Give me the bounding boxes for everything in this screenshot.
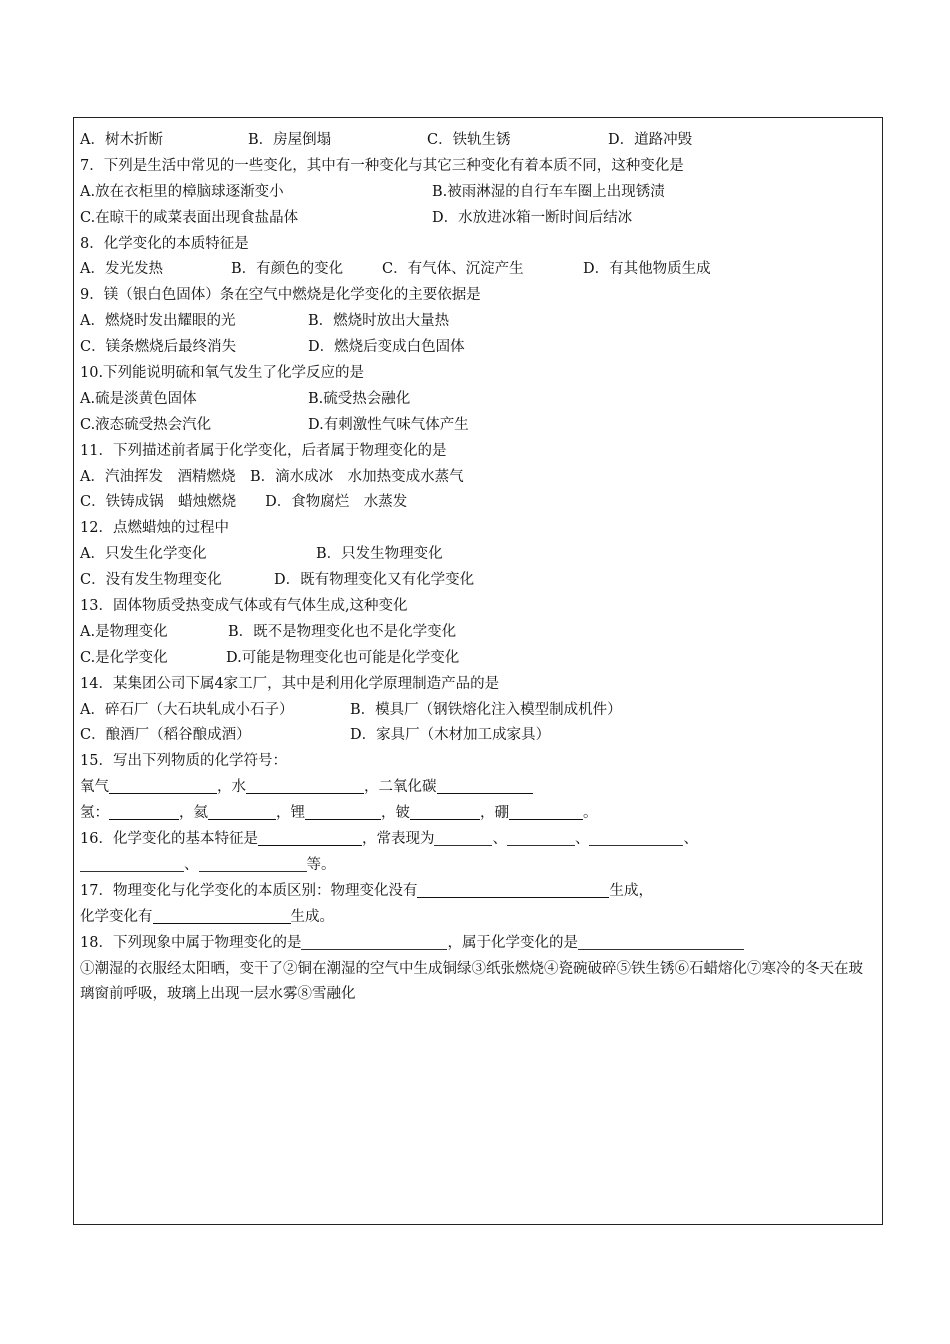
q7-row-2 (80, 206, 876, 232)
q16-row-2 (80, 853, 876, 879)
q17-row-1 (80, 879, 876, 905)
q16-separator: 、 (683, 831, 698, 848)
q16-phenomenon-blank-4[interactable] (80, 855, 184, 872)
q13-row-1 (80, 620, 876, 646)
q15-water-blank[interactable] (246, 777, 364, 794)
q15-co2-label: ，二氧化碳 (364, 779, 437, 796)
q15-hydrogen-blank[interactable] (109, 803, 179, 820)
q13-row-2 (80, 646, 876, 672)
q9-row-2 (80, 335, 876, 361)
q17-end-2: 生成。 (290, 908, 334, 925)
q10-stem: 10.下列能说明硫和氧气发生了化学反应的是 (80, 365, 365, 382)
q7-option-c: C.在晾干的咸菜表面出现食盐晶体 (80, 209, 299, 226)
q9-row-1 (80, 309, 876, 335)
q17-stem: 17．物理变化与化学变化的本质区别：物理变化没有 (80, 882, 418, 899)
q15-boron-label: ，硼 (480, 805, 509, 822)
q8-option-d: D．有其他物质生成 (583, 261, 711, 278)
q6-option-b: B．房屋倒塌 (248, 132, 332, 148)
q18-chemical-blank[interactable] (578, 933, 744, 950)
q10-row-2 (80, 413, 876, 439)
q17-end-1: 生成， (609, 882, 653, 899)
q15-co2-blank[interactable] (437, 777, 533, 794)
q15-row-2 (80, 801, 876, 827)
q12-option-d: D．既有物理变化又有化学变化 (274, 572, 475, 589)
q6-option-d: D．道路冲毁 (608, 132, 693, 148)
q17-physical-blank[interactable] (417, 881, 609, 898)
q15-helium-blank[interactable] (208, 803, 276, 820)
q12-option-b: B．只发生物理变化 (316, 546, 443, 563)
q13-option-a: A.是物理变化 (80, 623, 168, 640)
q18-physical-blank[interactable] (301, 933, 447, 950)
q11-options-cd: C．铁铸成锅 蜡烛燃烧 D．食物腐烂 水蒸发 (80, 494, 408, 511)
q9-stem: 9．镁（银白色固体）条在空气中燃烧是化学变化的主要依据是 (80, 287, 481, 304)
q9-option-c: C．镁条燃烧后最终消失 (80, 339, 237, 356)
q8-option-c: C．有气体、沉淀产生 (382, 261, 524, 278)
q16-phenomenon-blank-3[interactable] (589, 829, 683, 846)
q16-mid: ，常表现为 (361, 831, 435, 848)
q9-option-b: B．燃烧时放出大量热 (308, 313, 450, 330)
q12-row-1 (80, 542, 876, 568)
q10-option-a: A.硫是淡黄色固体 (80, 390, 197, 407)
q13-option-b: B．既不是物理变化也不是化学变化 (228, 623, 457, 640)
q7-row-1 (80, 180, 876, 206)
q13-option-c: C.是化学变化 (80, 649, 168, 666)
q18-items: ①潮湿的衣服经太阳晒，变干了②铜在潮湿的空气中生成铜绿③纸张燃烧④瓷碗破碎⑤铁生锈⑥石蜡熔化⑦寒冷的冬天在玻璃窗前呼吸，玻璃上出现一层水雾⑧雪融化 (80, 960, 863, 1003)
q15-lithium-label: ，锂 (276, 805, 305, 822)
q16-feature-blank[interactable] (258, 829, 362, 846)
q12-row-2 (80, 568, 876, 594)
q18-mid: ，属于化学变化的是 (447, 934, 578, 951)
q16-stem: 16．化学变化的基本特征是 (80, 831, 258, 848)
q14-option-a: A．碎石厂（大石块轧成小石子） (80, 701, 294, 718)
q8-options (80, 257, 876, 283)
q12-option-a: A．只发生化学变化 (80, 546, 207, 563)
q10-option-c: C.液态硫受热会汽化 (80, 416, 212, 433)
q14-option-b: B．模具厂（钢铁熔化注入模型制成机件） (350, 701, 622, 718)
q17-line-2: 化学变化有 (80, 908, 153, 925)
q7-option-d: D．水放进冰箱一断时间后结冰 (432, 209, 633, 226)
q18-stem: 18．下列现象中属于物理变化的是 (80, 934, 302, 951)
q14-stem: 14．某集团公司下属4家工厂，其中是利用化学原理制造产品的是 (80, 675, 500, 692)
q10-option-d: D.有刺激性气味气体产生 (308, 416, 469, 433)
q6-option-c: C．铁轨生锈 (427, 132, 511, 148)
q12-stem: 12．点燃蜡烛的过程中 (80, 520, 229, 537)
q15-beryllium-label: ，铍 (381, 805, 410, 822)
q15-lithium-blank[interactable] (305, 803, 381, 820)
q11-options-ab: A．汽油挥发 酒精燃烧 B．滴水成冰 水加热变成水蒸气 (80, 468, 464, 485)
q15-stem: 15．写出下列物质的化学符号： (80, 753, 287, 770)
q9-option-a: A．燃烧时发出耀眼的光 (80, 313, 236, 330)
q16-row-1 (80, 827, 876, 853)
q16-separator: 、 (184, 856, 199, 873)
q10-row-1 (80, 387, 876, 413)
q16-phenomenon-blank-5[interactable] (199, 855, 307, 872)
q18-row-1 (80, 931, 876, 957)
q10-option-b: B.硫受热会融化 (308, 390, 411, 407)
q14-row-2 (80, 723, 876, 749)
worksheet-content (80, 128, 876, 1008)
q16-end: 等。 (306, 856, 336, 873)
q15-helium-label: ，氦 (179, 805, 208, 822)
q8-stem: 8．化学变化的本质特征是 (80, 235, 249, 252)
q8-option-b: B．有颜色的变化 (231, 261, 344, 278)
q7-option-a: A.放在衣柜里的樟脑球逐渐变小 (80, 183, 284, 200)
q14-option-d: D．家具厂（木材加工成家具） (350, 727, 551, 744)
q16-phenomenon-blank-2[interactable] (507, 829, 575, 846)
q6-option-a: A．树木折断 (80, 132, 163, 148)
q17-row-2 (80, 905, 876, 931)
q16-separator: 、 (492, 831, 507, 848)
q15-row-1 (80, 775, 876, 801)
q6-options (80, 128, 876, 154)
q7-option-b: B.被雨淋湿的自行车车圈上出现锈渍 (432, 183, 665, 200)
q16-separator: 、 (574, 831, 590, 848)
q8-option-a: A．发光发热 (80, 261, 163, 278)
q14-row-1 (80, 698, 876, 724)
q15-oxygen-blank[interactable] (109, 777, 217, 794)
q15-boron-blank[interactable] (509, 803, 583, 820)
q7-stem: 7．下列是生活中常见的一些变化，其中有一种变化与其它三种变化有着本质不同，这种变化是 (80, 157, 684, 174)
q15-oxygen-label: 氧气 (80, 779, 109, 796)
q15-beryllium-blank[interactable] (410, 803, 480, 820)
q15-water-label: ，水 (217, 779, 246, 796)
q9-option-d: D．燃烧后变成白色固体 (308, 339, 465, 356)
q12-option-c: C．没有发生物理变化 (80, 572, 222, 589)
q13-stem: 13．固体物质受热变成气体或有气体生成,这种变化 (80, 598, 408, 615)
q16-phenomenon-blank-1[interactable] (434, 829, 492, 846)
q15-end: 。 (583, 805, 598, 822)
q17-chemical-blank[interactable] (153, 907, 291, 924)
q11-stem: 11．下列描述前者属于化学变化，后者属于物理变化的是 (80, 442, 447, 459)
q15-hydrogen-label: 氢： (80, 805, 109, 822)
q13-option-d: D.可能是物理变化也可能是化学变化 (226, 649, 460, 666)
q14-option-c: C．酿酒厂（稻谷酿成酒） (80, 727, 251, 744)
